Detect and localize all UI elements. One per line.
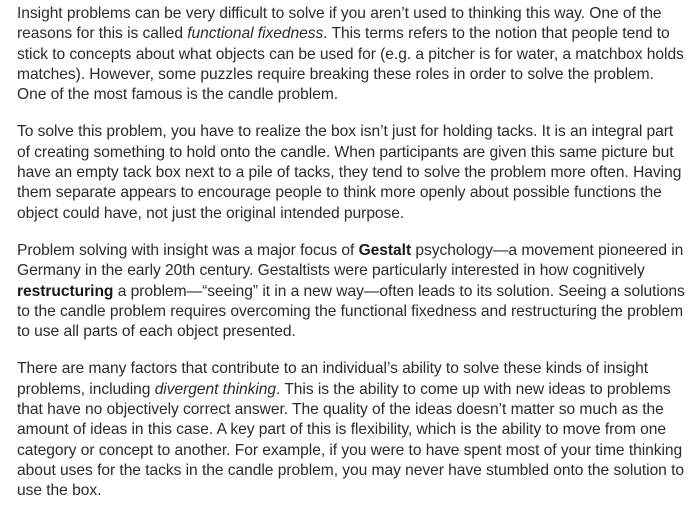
text-run: There are many factors that contribute to an individual’s ability to solve these kinds of insight problems, including [17, 360, 649, 398]
term-functional-fixedness: functional fixedness [187, 25, 324, 43]
paragraph-solving-candle-problem [17, 122, 685, 223]
paragraph-functional-fixedness [17, 4, 685, 105]
text-run: Problem solving with insight was a major focus of [17, 241, 359, 259]
text-run: To solve this problem, you have to realize the box isn’t just for holding tacks. It is an integral part of creating something to hold onto the candle. When participants are given this same picture but have an empty tack box next to a pile of tacks, they tend to solve the problem more often. Having them separate appears to encourage people to think more openly about possible functions the object could have, not just the original intended purpose. [17, 123, 682, 222]
term-restructuring: restructuring [17, 282, 114, 300]
text-run: a problem—“seeing” it in a new way—often leads to its solution. Seeing a solutions to the candle problem requires overcoming the functional fixedness and restructuring the problem to use all parts of each object presented. [17, 282, 685, 341]
text-run: . This is the ability to come up with new ideas to problems that have no objectively correct answer. The quality of the ideas doesn’t matter so much as the amount of ideas in this case. A key part of this is flexibility, which is the ability to move from one category or concept to another. For example, if you were to have spent most of your time thinking about uses for the tacks in the candle problem, you may never have stumbled onto the solution to use the box. [17, 380, 684, 500]
text-run: . This terms refers to the notion that people tend to stick to concepts about what objects can be used for (e.g. a pitcher is for water, a matchbox holds matches). However, some puzzles require breaking these roles in order to solve the problem. One of the most famous is the candle problem. [17, 25, 684, 104]
article-body [17, 4, 685, 519]
term-divergent-thinking: divergent thinking [154, 380, 277, 398]
text-run: Insight problems can be very difficult to solve if you aren’t used to thinking this way. One of the reasons for this is called [17, 5, 662, 43]
paragraph-divergent-thinking [17, 359, 685, 501]
term-gestalt: Gestalt [358, 241, 412, 259]
paragraph-gestalt [17, 241, 685, 342]
text-run: psychology—a movement pioneered in Germany in the early 20th century. Gestaltists were particularly interested in how cognitively [17, 241, 684, 280]
